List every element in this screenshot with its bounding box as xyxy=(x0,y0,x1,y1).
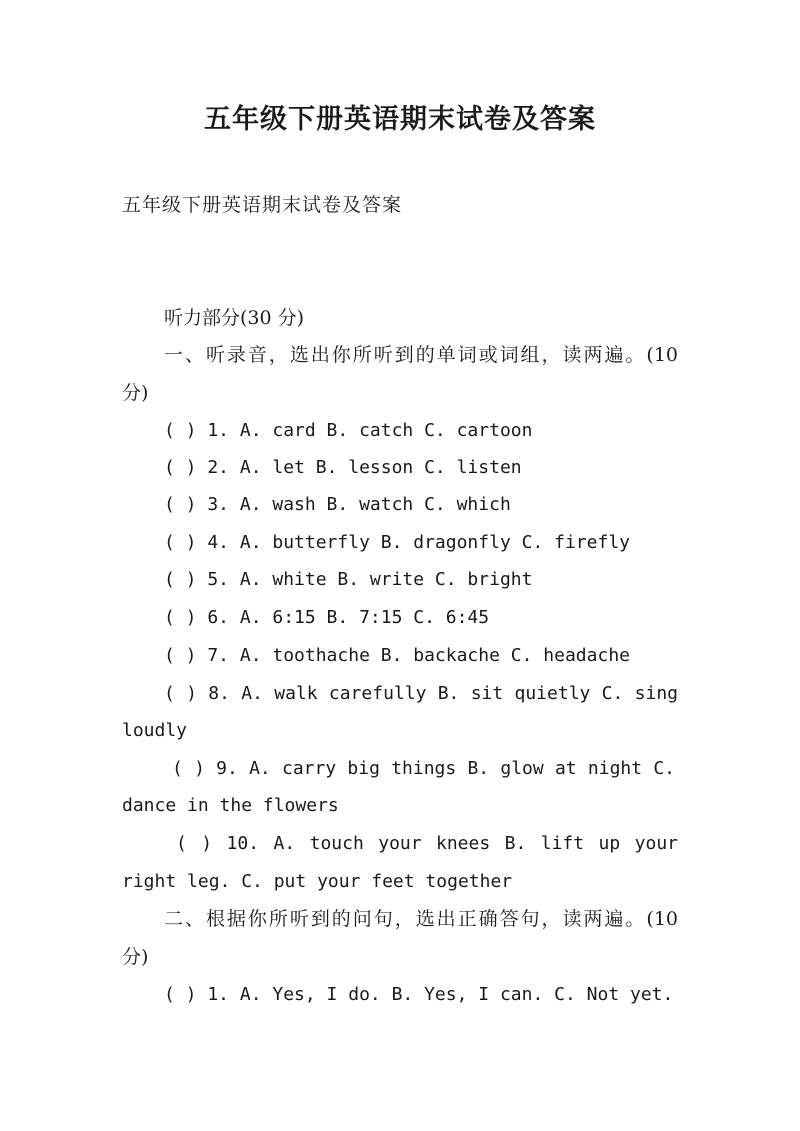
question-8-cont: loudly xyxy=(122,720,188,741)
question-9: ( ) 9. A. carry big things B. glow at night C. xyxy=(172,758,675,779)
question-5: ( ) 5. A. white B. write C. bright xyxy=(164,569,533,590)
question-4: ( ) 4. A. butterfly B. dragonfly C. firefly xyxy=(164,532,630,553)
document-title: 五年级下册英语期末试卷及答案 xyxy=(204,104,596,135)
question-10: ( ) 10. A. touch your knees B. lift up your xyxy=(176,833,678,854)
part2-instruction-cont: 分) xyxy=(122,946,149,968)
question-7: ( ) 7. A. toothache B. backache C. headache xyxy=(164,645,630,666)
question-8: ( ) 8. A. walk carefully B. sit quietly C. sing xyxy=(164,683,678,704)
question-1: ( ) 1. A. card B. catch C. cartoon xyxy=(164,420,533,441)
question-9-cont: dance in the flowers xyxy=(122,795,339,816)
listening-header: 听力部分(30 分) xyxy=(164,307,305,329)
part1-instruction: 一、听录音，选出你所听到的单词或词组，读两遍。(10 xyxy=(164,344,678,366)
part1-instruction-cont: 分) xyxy=(122,382,149,404)
question-2: ( ) 2. A. let B. lesson C. listen xyxy=(164,457,522,478)
question-6: ( ) 6. A. 6:15 B. 7:15 C. 6:45 xyxy=(164,607,490,628)
question-10-cont: right leg. C. put your feet together xyxy=(122,871,513,892)
question-3: ( ) 3. A. wash B. watch C. which xyxy=(164,494,511,515)
part2-instruction: 二、根据你所听到的问句，选出正确答句，读两遍。(10 xyxy=(164,908,678,930)
part2-question-1: ( ) 1. A. Yes, I do. B. Yes, I can. C. Not yet. xyxy=(164,984,674,1005)
document-subtitle: 五年级下册英语期末试卷及答案 xyxy=(122,194,403,216)
